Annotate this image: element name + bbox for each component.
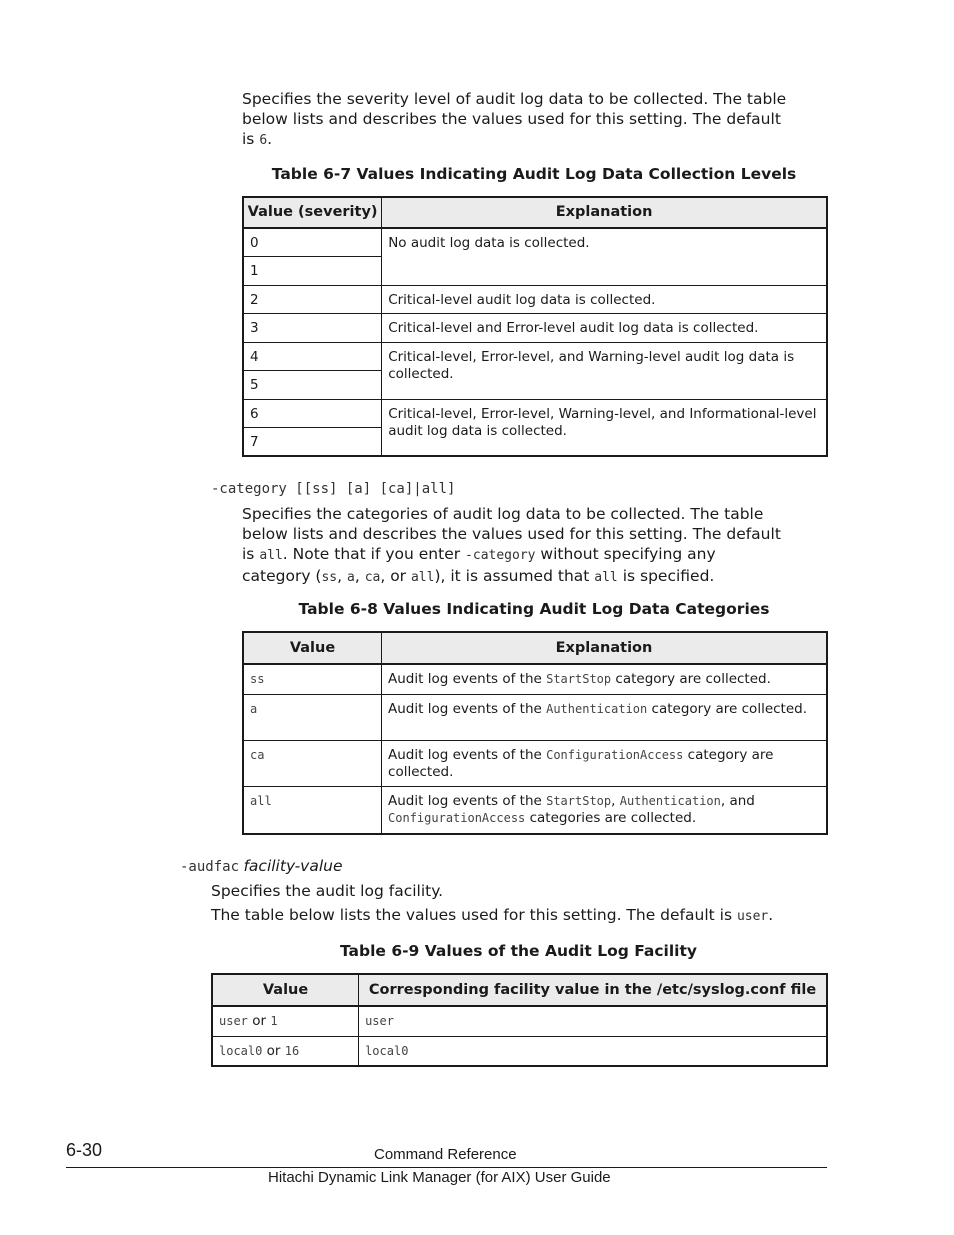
table-6-9-header-value: Value [212, 974, 359, 1006]
table-cell-facility: user [359, 1006, 827, 1036]
category-line-1: Specifies the categories of audit log data to be collected. The table [242, 505, 764, 523]
table-row: 4 [243, 342, 382, 370]
table-6-7-caption: Table 6-7 Values Indicating Audit Log Data Collection Levels [271, 165, 797, 183]
default-severity-value: 6 [259, 133, 268, 148]
category-line-2: below lists and describes the values used for this setting. The default [242, 525, 781, 543]
table-cell-explanation: Critical-level and Error-level audit log data is collected. [382, 313, 827, 342]
table-cell-explanation: Audit log events of the Authentication category are collected. [382, 694, 827, 740]
table-row: 3 [243, 313, 382, 342]
table-row: 0 [243, 228, 382, 256]
table-row: 5 [243, 370, 382, 399]
audfac-line-1: Specifies the audit log facility. [211, 882, 444, 900]
table-6-7-header-value: Value (severity) [243, 197, 382, 228]
table-6-7-header-explanation: Explanation [382, 197, 827, 228]
table-6-8-header-explanation: Explanation [382, 632, 827, 664]
table-6-8 [242, 631, 828, 835]
footer-divider [66, 1167, 827, 1168]
table-6-8-header-value: Value [243, 632, 382, 664]
table-row: a [243, 694, 382, 740]
table-row: all [243, 786, 382, 834]
table-row: user or 1 [212, 1006, 359, 1036]
table-6-9 [211, 973, 828, 1067]
table-cell-explanation: Audit log events of the StartStop, Authentication, and ConfigurationAccess categories are collected. [382, 786, 827, 834]
table-cell-explanation: Audit log events of the ConfigurationAccess category are collected. [382, 740, 827, 786]
category-description [242, 504, 842, 588]
table-cell-explanation: Critical-level, Error-level, and Warning-level audit log data is collected. [382, 342, 827, 399]
table-row: ss [243, 664, 382, 694]
table-cell-explanation: No audit log data is collected. [382, 228, 827, 285]
footer-book-title: Hitachi Dynamic Link Manager (for AIX) User Guide [268, 1169, 611, 1186]
table-6-9-header-facility: Corresponding facility value in the /etc/syslog.conf file [359, 974, 827, 1006]
category-line-3: is all. Note that if you enter -category without specifying any [242, 545, 716, 563]
severity-description [242, 89, 842, 151]
intro-line-3: is 6. [242, 130, 273, 148]
intro-line-2: below lists and describes the values used for this setting. The default [242, 110, 781, 128]
category-option-syntax: -category [[ss] [a] [ca]|all] [211, 481, 456, 497]
table-row: 2 [243, 285, 382, 313]
table-cell-explanation: Critical-level audit log data is collected. [382, 285, 827, 313]
table-row: 1 [243, 256, 382, 285]
table-cell-explanation: Critical-level, Error-level, Warning-level, and Informational-level audit log data is collected. [382, 399, 827, 456]
audfac-description [211, 881, 841, 927]
footer-section-title: Command Reference [374, 1146, 517, 1163]
table-6-9-caption: Table 6-9 Values of the Audit Log Facility [339, 942, 698, 960]
table-row: local0 or 16 [212, 1036, 359, 1066]
table-row: 6 [243, 399, 382, 427]
audfac-line-2: The table below lists the values used for this setting. The default is user. [211, 906, 774, 924]
table-6-8-caption: Table 6-8 Values Indicating Audit Log Data Categories [298, 600, 770, 618]
table-row: ca [243, 740, 382, 786]
audfac-option-syntax: -audfac facility-value [180, 857, 343, 875]
table-cell-explanation: Audit log events of the StartStop category are collected. [382, 664, 827, 694]
table-row: 7 [243, 427, 382, 456]
table-cell-facility: local0 [359, 1036, 827, 1066]
category-line-4: category (ss, a, ca, or all), it is assumed that all is specified. [242, 567, 715, 585]
table-6-7 [242, 196, 828, 457]
page-number: 6-30 [66, 1140, 103, 1160]
intro-line-1: Specifies the severity level of audit log data to be collected. The table [242, 90, 787, 108]
